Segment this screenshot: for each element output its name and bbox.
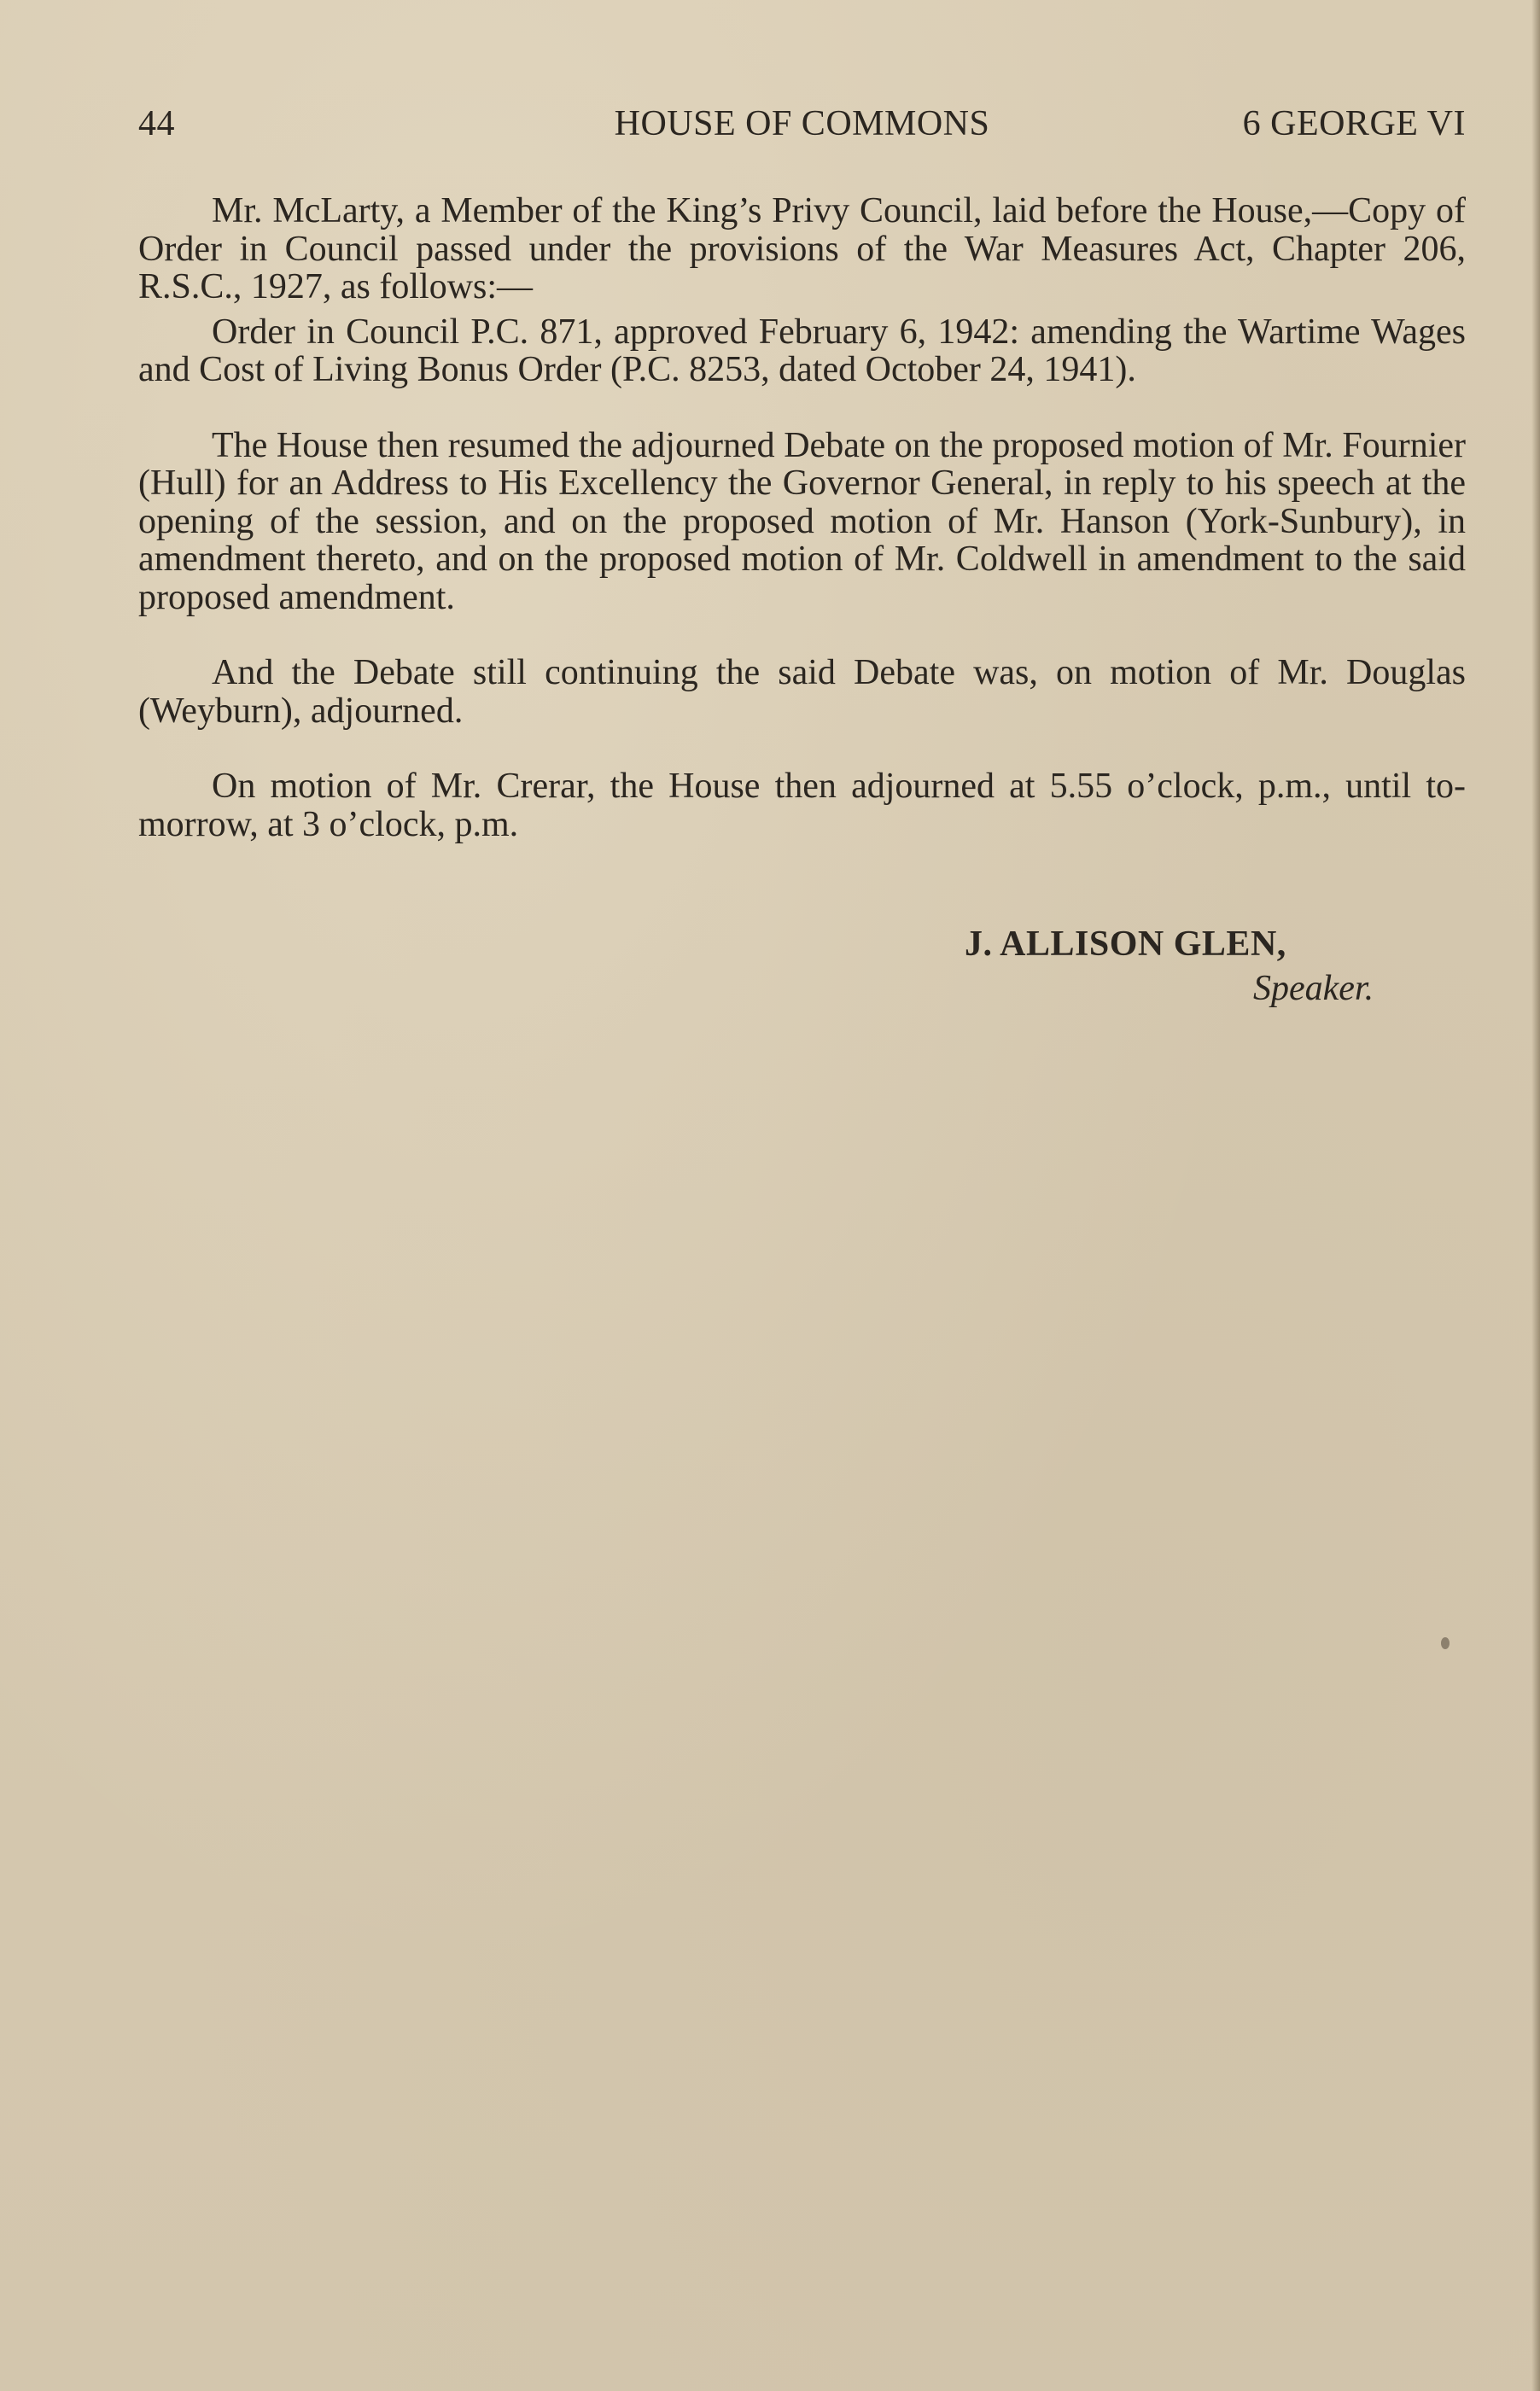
paragraph-resumed-debate: The House then resumed the adjourned Debate on the proposed motion of Mr. Fournier (Hull) for an Address to His Excellency the Governor General, in reply to his speech at the opening of the session, and on the proposed motion of Mr. Hanson (York-Sunbury), in amendment thereto, and on the proposed motion of Mr. Coldwell in amendment to the said proposed amendment. [138,425,1466,617]
paragraph-house-adjourned: On motion of Mr. Crerar, the House then adjourned at 5.55 o’clock, p.m., until to-morrow, at 3 o’clock, p.m. [138,767,1466,844]
paragraph-order-in-council: Order in Council P.C. 871, approved February 6, 1942: amending the Wartime Wages and Cost of Living Bonus Order (P.C. 8253, dated October 24, 1941). [138,312,1466,389]
page-number: 44 [138,104,175,143]
paragraph-debate-adjourned: And the Debate still continuing the said Debate was, on motion of Mr. Douglas (Weyburn), adjourned. [138,653,1466,731]
signature-block [965,922,1477,1011]
speaker-title: Speaker. [1253,969,1374,1008]
journal-body [138,192,1466,843]
reign-label: 6 GEORGE VI [1242,104,1466,143]
running-title: HOUSE OF COMMONS [614,104,990,143]
paragraph-tabled-order: Mr. McLarty, a Member of the King’s Privy Council, laid before the House,—Copy of Order in Council passed under the provisions of the War Measures Act, Chapter 206, R.S.C., 1927, as follows:— [138,191,1466,306]
speaker-name: J. ALLISON GLEN, [965,924,1286,964]
page-edge-shadow [1531,0,1540,2391]
running-header [138,98,1466,149]
paper-speck [1441,1637,1450,1649]
